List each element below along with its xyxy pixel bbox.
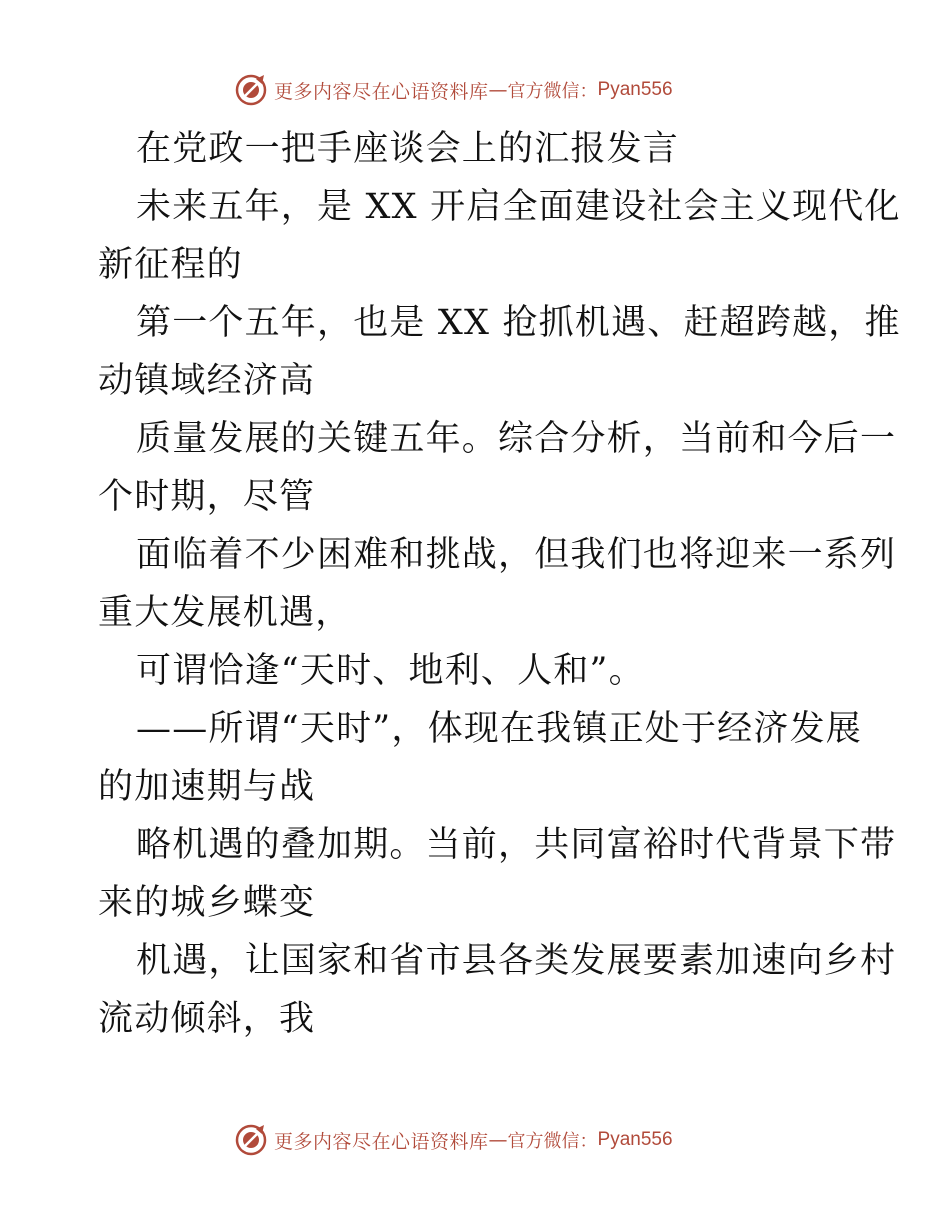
brand-separator: — [488, 1129, 508, 1151]
header-watermark [234, 72, 673, 108]
wechat-id: Pyan556 [597, 1129, 673, 1150]
brand-separator: — [488, 79, 508, 101]
wechat-label: 官方微信： [507, 81, 598, 102]
text-line: 未来五年，是 XX 开启全面建设社会主义现代化 [136, 187, 901, 227]
text-line: 第一个五年，也是 XX 抢抓机遇、赶超跨越，推 [136, 303, 901, 343]
text-line: 重大发展机遇， [98, 593, 352, 633]
text-line: 新征程的 [98, 245, 243, 285]
text-line: 的加速期与战 [98, 767, 316, 807]
text-line: 略机遇的叠加期。当前，共同富裕时代背景下带 [136, 825, 897, 865]
quill-logo-icon [234, 73, 268, 107]
text-line: ——所谓“天时”，体现在我镇正处于经济发展 [136, 709, 862, 749]
text-line: 机遇，让国家和省市县各类发展要素加速向乡村 [136, 941, 897, 981]
text-line: 质量发展的关键五年。综合分析，当前和今后一 [136, 419, 897, 459]
text-line: 可谓恰逢“天时、地利、人和”。 [136, 651, 645, 691]
brand-text: 更多内容尽在心语资料库 [274, 1130, 489, 1153]
quill-logo-icon [234, 1123, 268, 1157]
brand-text: 更多内容尽在心语资料库 [274, 80, 489, 103]
document-title: 在党政一把手座谈会上的汇报发言 [136, 129, 680, 169]
footer-watermark [234, 1122, 673, 1158]
text-line: 动镇域经济高 [98, 361, 316, 401]
wechat-label: 官方微信： [507, 1131, 598, 1152]
text-line: 来的城乡蝶变 [98, 883, 316, 923]
text-line: 流动倾斜，我 [98, 999, 316, 1039]
document-body [98, 120, 901, 1048]
text-line: 面临着不少困难和挑战，但我们也将迎来一系列 [136, 535, 897, 575]
wechat-id: Pyan556 [597, 79, 673, 100]
text-line: 个时期，尽管 [98, 477, 316, 517]
